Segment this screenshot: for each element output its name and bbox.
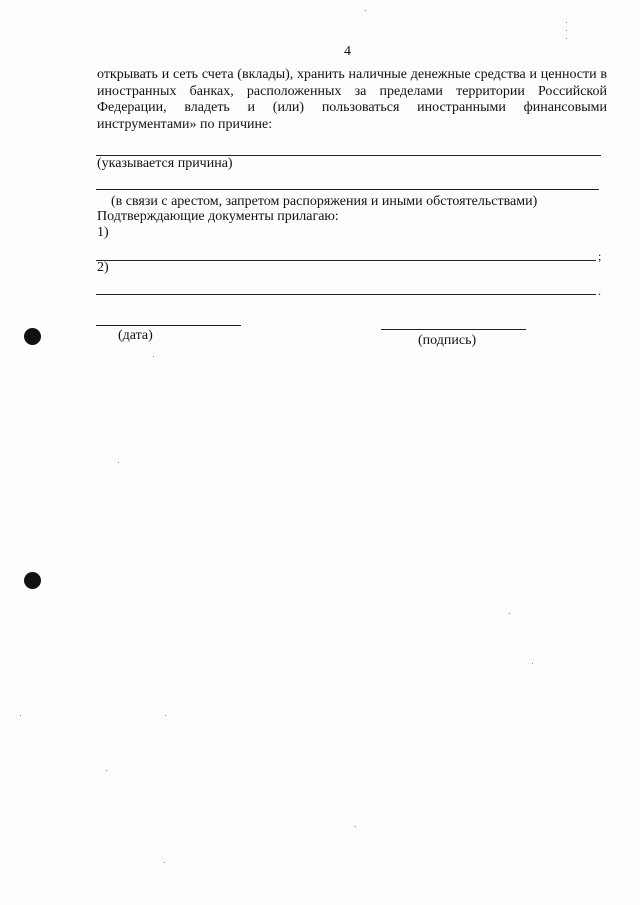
signature-caption: (подпись) (418, 333, 477, 348)
doc-item-1-line (96, 260, 596, 261)
scan-speck (566, 38, 567, 39)
documents-heading: Подтверждающие документы прилагаю: (97, 209, 339, 224)
scan-speck (106, 770, 107, 771)
scan-speck (566, 30, 567, 31)
scan-speck (532, 663, 533, 664)
scan-speck (118, 462, 119, 463)
scan-speck (153, 356, 154, 357)
doc-item-1-end-mark: ; (598, 249, 602, 263)
reason-caption: (указывается причина) (97, 156, 233, 171)
scan-speck (164, 862, 165, 863)
punch-hole-top (24, 328, 41, 345)
scan-speck (566, 22, 567, 23)
doc-item-2-label: 2) (97, 260, 109, 275)
reason-line-2 (96, 189, 599, 190)
scan-speck (355, 826, 356, 827)
doc-item-2-line (96, 294, 596, 295)
body-paragraph: открывать и сеть счета (вклады), хранить наличные денежные средства и ценности в иностранных банках, расположенных за пределами территории Российской Федерации, владеть и (или) пользоваться иностранными финансовыми инструментами» по причине: (97, 67, 607, 132)
date-line (96, 325, 241, 326)
scan-speck (509, 613, 510, 614)
doc-item-2-end-mark: . (598, 284, 601, 298)
scan-speck (20, 715, 21, 716)
punch-hole-bottom (24, 572, 41, 589)
doc-item-1-label: 1) (97, 225, 109, 240)
date-caption: (дата) (118, 328, 153, 343)
signature-line (381, 329, 526, 330)
scan-speck (165, 715, 166, 716)
scan-speck (365, 10, 366, 11)
page-number: 4 (344, 44, 351, 59)
reason-note: (в связи с арестом, запретом распоряжения и иными обстоятельствами) (111, 194, 538, 209)
